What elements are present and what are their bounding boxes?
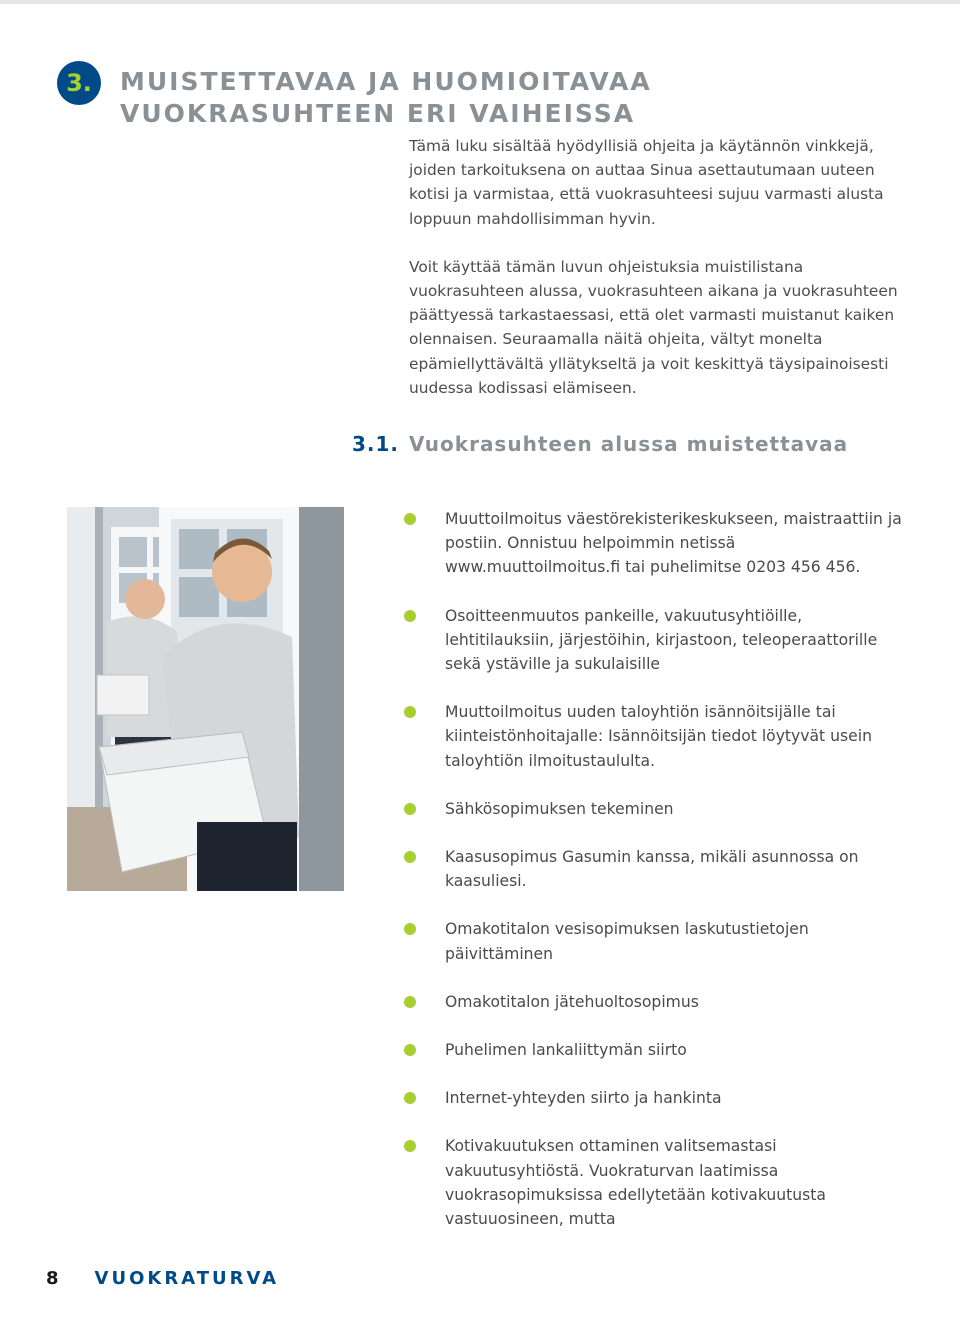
bullet-icon: [404, 1140, 416, 1152]
page-number: 8: [46, 1268, 59, 1289]
list-item: [404, 845, 904, 893]
list-item: [404, 797, 904, 821]
list-item-text: Sähkösopimuksen tekeminen: [445, 799, 674, 818]
intro-paragraph-1: Tämä luku sisältää hyödyllisiä ohjeita ja käytännön vinkkejä, joiden tarkoituksena on auttaa Sinua asettautumaan uuteen kotisi ja varmistaa, että vuokrasuhteesi sujuu varmasti alusta loppuun mahdollisimman hyvin.: [409, 137, 884, 228]
bullet-icon: [404, 803, 416, 815]
list-item-text: Omakotitalon jätehuoltosopimus: [445, 992, 699, 1011]
list-item-text: Puhelimen lankaliittymän siirto: [445, 1041, 687, 1060]
list-item: [404, 990, 904, 1014]
intro-paragraph-2: Voit käyttää tämän luvun ohjeistuksia muistilistana vuokrasuhteen alussa, vuokrasuhteen aikana ja vuokrasuhteen päättyessä tarkastaessasi, että olet varmasti muistanut kaiken olennaisen. Seuraamalla näitä ohjeita, vältyt monelta epämiellyttävältä yllätykseltä ja voit keskittyä täysipainoisesti uudessa kodissasi elämiseen.: [409, 257, 898, 397]
section-heading: [352, 432, 848, 456]
page-footer: [46, 1268, 279, 1289]
list-item: [404, 1086, 904, 1110]
list-item-text: Muuttoilmoitus väestörekisterikeskukseen, maistraattiin ja postiin. Onnistuu helpoimmin netissä www.muuttoilmoitus.fi tai puhelimitse 0203 456 456.: [445, 510, 902, 577]
bullet-icon: [404, 513, 416, 525]
chapter-title: MUISTETTAVAA JA HUOMIOITAVAA VUOKRASUHTEEN ERI VAIHEISSA: [120, 67, 652, 128]
bullet-icon: [404, 1092, 416, 1104]
list-item: [404, 507, 904, 580]
checklist: [404, 507, 904, 1231]
chapter-number: 3.: [66, 69, 92, 97]
section-number: 3.1.: [352, 432, 400, 456]
list-item: [404, 1134, 904, 1231]
list-item-text: Osoitteenmuutos pankeille, vakuutusyhtiöille, lehtitilauksiin, järjestöihin, kirjastoon, teleoperaattorille sekä ystäville ja sukulaisille: [445, 606, 878, 674]
bullet-icon: [404, 923, 416, 935]
intro-text: [409, 134, 909, 400]
bullet-icon: [404, 610, 416, 622]
list-item-text: Kotivakuutuksen ottaminen valitsemastasi vakuutusyhtiöstä. Vuokraturvan laatimissa vuokrasopimuksissa edellytetään kotivakuutusta vastuuosineen, mutta: [445, 1137, 826, 1229]
bullet-icon: [404, 996, 416, 1008]
chapter-number-badge: [57, 61, 101, 105]
list-item-text: Kaasusopimus Gasumin kanssa, mikäli asunnossa on kaasuliesi.: [445, 848, 859, 891]
top-rule: [0, 0, 960, 4]
brand-name: VUOKRATURVA: [94, 1268, 280, 1289]
list-item-text: Muuttoilmoitus uuden taloyhtiön isännöitsijälle tai kiinteistönhoitajalle: Isännöitsijän tiedot löytyvät usein taloyhtiön ilmoitustaululta.: [445, 703, 872, 770]
bullet-icon: [404, 851, 416, 863]
list-item-text: Omakotitalon vesisopimuksen laskutustietojen päivittäminen: [445, 920, 809, 963]
moving-men-photo: [67, 507, 344, 891]
list-item: [404, 917, 904, 965]
list-item-text: Internet-yhteyden siirto ja hankinta: [445, 1089, 722, 1108]
list-item: [404, 1038, 904, 1062]
bullet-icon: [404, 706, 416, 718]
list-item: [404, 604, 904, 677]
bullet-icon: [404, 1044, 416, 1056]
list-item: [404, 700, 904, 773]
section-title: Vuokrasuhteen alussa muistettavaa: [409, 432, 849, 456]
